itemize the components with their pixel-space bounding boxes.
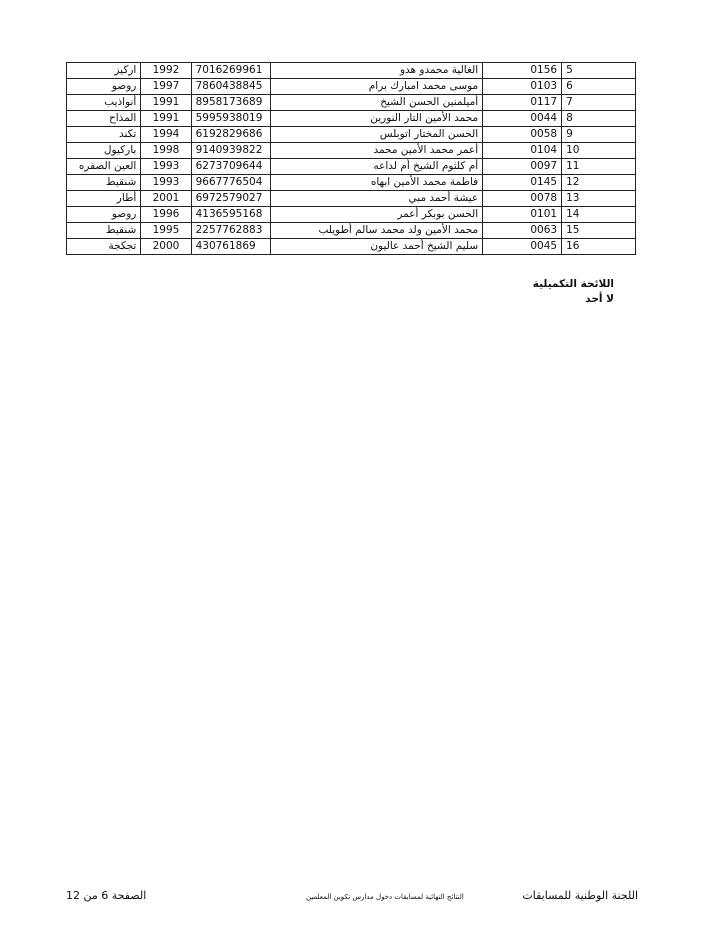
rank-cell: 12 bbox=[562, 175, 636, 191]
national-id-cell: 6972579027 bbox=[191, 191, 270, 207]
birthplace-cell: أطار bbox=[67, 191, 141, 207]
name-cell: الحسن المختار اتوبلس bbox=[270, 127, 483, 143]
birth-year-cell: 1997 bbox=[141, 79, 191, 95]
birth-year-cell: 1991 bbox=[141, 111, 191, 127]
rank-cell: 6 bbox=[562, 79, 636, 95]
name-cell: الغالية محمدو هدو bbox=[270, 63, 483, 79]
code-cell: 0078 bbox=[483, 191, 562, 207]
birthplace-cell: روصو bbox=[67, 207, 141, 223]
table-row bbox=[67, 207, 636, 223]
supplementary-list bbox=[533, 277, 614, 307]
document-title-footer: النتائج النهائية لمسابقات دخول مدارس تكوين المعلمين bbox=[306, 893, 464, 901]
birthplace-cell: تكند bbox=[67, 127, 141, 143]
birth-year-cell: 1991 bbox=[141, 95, 191, 111]
national-id-cell: 9667776504 bbox=[191, 175, 270, 191]
national-id-cell: 6192829686 bbox=[191, 127, 270, 143]
birthplace-cell: العين الصفره bbox=[67, 159, 141, 175]
rank-cell: 16 bbox=[562, 239, 636, 255]
code-cell: 0156 bbox=[483, 63, 562, 79]
name-cell: سليم الشيخ أحمد عاليون bbox=[270, 239, 483, 255]
rank-cell: 5 bbox=[562, 63, 636, 79]
birthplace-cell: باركيول bbox=[67, 143, 141, 159]
table-row bbox=[67, 175, 636, 191]
rank-cell: 11 bbox=[562, 159, 636, 175]
supplementary-value: لا أحد bbox=[585, 293, 614, 305]
birth-year-cell: 2001 bbox=[141, 191, 191, 207]
code-cell: 0101 bbox=[483, 207, 562, 223]
committee-name: اللجنة الوطنية للمسابقات bbox=[522, 889, 638, 902]
rank-cell: 13 bbox=[562, 191, 636, 207]
table-row bbox=[67, 63, 636, 79]
table-row bbox=[67, 191, 636, 207]
page-number: الصفحة 6 من 12 bbox=[66, 889, 147, 902]
table-row bbox=[67, 223, 636, 239]
national-id-cell: 7860438845 bbox=[191, 79, 270, 95]
results-table-body bbox=[67, 63, 636, 255]
results-table bbox=[66, 62, 636, 255]
rank-cell: 14 bbox=[562, 207, 636, 223]
national-id-cell: 6273709644 bbox=[191, 159, 270, 175]
name-cell: أم كلثوم الشيخ أم لداعه bbox=[270, 159, 483, 175]
national-id-cell: 430761869 bbox=[191, 239, 270, 255]
name-cell: موسى محمد امبارك برام bbox=[270, 79, 483, 95]
rank-cell: 9 bbox=[562, 127, 636, 143]
name-cell: أميلمنين الحسن الشيخ bbox=[270, 95, 483, 111]
name-cell: عيشة أحمد مبي bbox=[270, 191, 483, 207]
code-cell: 0117 bbox=[483, 95, 562, 111]
table-row bbox=[67, 159, 636, 175]
name-cell: محمد الأمين ولد محمد سالم أطويلب bbox=[270, 223, 483, 239]
name-cell: محمد الأمين التار النورين bbox=[270, 111, 483, 127]
code-cell: 0045 bbox=[483, 239, 562, 255]
national-id-cell: 9140939822 bbox=[191, 143, 270, 159]
birth-year-cell: 2000 bbox=[141, 239, 191, 255]
name-cell: الحسن بوبكر أعمر bbox=[270, 207, 483, 223]
code-cell: 0058 bbox=[483, 127, 562, 143]
rank-cell: 8 bbox=[562, 111, 636, 127]
table-row bbox=[67, 239, 636, 255]
table-row bbox=[67, 127, 636, 143]
national-id-cell: 2257762883 bbox=[191, 223, 270, 239]
birth-year-cell: 1994 bbox=[141, 127, 191, 143]
supplementary-title: اللائحة التكميلية bbox=[532, 278, 614, 290]
birth-year-cell: 1998 bbox=[141, 143, 191, 159]
birthplace-cell: أنواذيب bbox=[67, 95, 141, 111]
birthplace-cell: روصو bbox=[67, 79, 141, 95]
rank-cell: 7 bbox=[562, 95, 636, 111]
birthplace-cell: شنقيط bbox=[67, 175, 141, 191]
birthplace-cell: شنقيط bbox=[67, 223, 141, 239]
code-cell: 0097 bbox=[483, 159, 562, 175]
birth-year-cell: 1993 bbox=[141, 175, 191, 191]
national-id-cell: 5995938019 bbox=[191, 111, 270, 127]
birthplace-cell: المذاح bbox=[67, 111, 141, 127]
national-id-cell: 4136595168 bbox=[191, 207, 270, 223]
code-cell: 0104 bbox=[483, 143, 562, 159]
table-row bbox=[67, 79, 636, 95]
table-row bbox=[67, 95, 636, 111]
code-cell: 0044 bbox=[483, 111, 562, 127]
birthplace-cell: اركيز bbox=[67, 63, 141, 79]
rank-cell: 15 bbox=[562, 223, 636, 239]
code-cell: 0103 bbox=[483, 79, 562, 95]
birth-year-cell: 1992 bbox=[141, 63, 191, 79]
name-cell: أعمر محمد الأمين محمد bbox=[270, 143, 483, 159]
table-row bbox=[67, 143, 636, 159]
birth-year-cell: 1993 bbox=[141, 159, 191, 175]
birthplace-cell: تجكجة bbox=[67, 239, 141, 255]
national-id-cell: 8958173689 bbox=[191, 95, 270, 111]
birth-year-cell: 1995 bbox=[141, 223, 191, 239]
rank-cell: 10 bbox=[562, 143, 636, 159]
birth-year-cell: 1996 bbox=[141, 207, 191, 223]
name-cell: فاطمة محمد الأمين ابهاه bbox=[270, 175, 483, 191]
table-row bbox=[67, 111, 636, 127]
code-cell: 0063 bbox=[483, 223, 562, 239]
code-cell: 0145 bbox=[483, 175, 562, 191]
national-id-cell: 7016269961 bbox=[191, 63, 270, 79]
